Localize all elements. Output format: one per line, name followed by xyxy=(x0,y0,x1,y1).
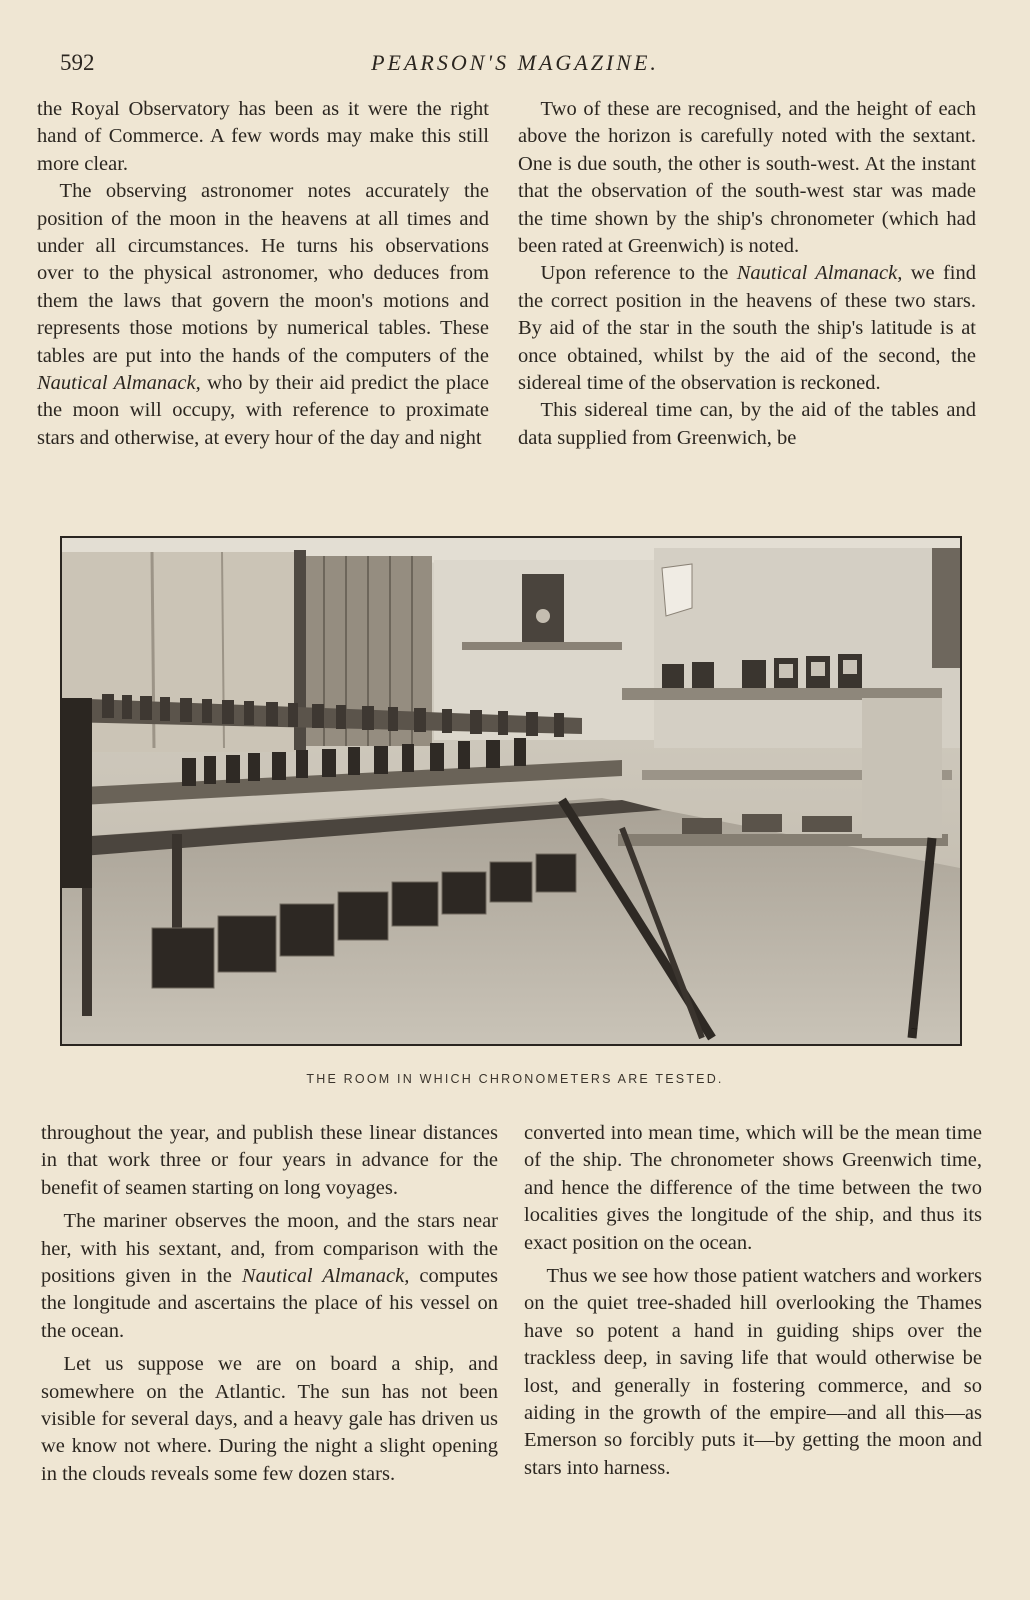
svg-text:~: ~ xyxy=(910,1024,919,1035)
text-run: The observing astronomer notes accurately the position of the moon in the heavens at all times and under all circumstances. He turns his observations over to the physical astronomer, who deduces from them the laws that govern the moon's motions and represents those motions by numerical tables. These tables are put into the hands of the computers of the xyxy=(37,180,489,367)
paragraph xyxy=(518,260,976,397)
figure-caption: THE ROOM IN WHICH CHRONOMETERS ARE TESTED. xyxy=(306,1072,724,1086)
paragraph: throughout the year, and publish these linear distances in that work three or four years in advance for the benefit of seamen starting on long voyages. xyxy=(41,1122,498,1199)
paragraph: the Royal Observatory has been as it were the right hand of Commerce. A few words may make this still more clear. xyxy=(37,98,489,175)
paragraph xyxy=(37,178,489,452)
top-right-column xyxy=(518,96,976,452)
text-run: Upon reference to the xyxy=(540,262,737,285)
photo-illustration xyxy=(62,538,960,1044)
page-number: 592 xyxy=(60,50,95,75)
bottom-right-column xyxy=(524,1120,982,1482)
running-head: PEARSON'S MAGAZINE. xyxy=(371,50,659,75)
paragraph: Two of these are recognised, and the height of each above the horizon is carefully noted with the sextant. One is due south, the other is south-west. At the instant that the observation of the south-west star was made the time shown by the ship's chronometer (which had been rated at Greenwich) is noted. xyxy=(518,98,976,258)
italic-title: Nautical Almanack, xyxy=(37,372,201,395)
italic-title: Nautical Almanack, xyxy=(736,262,903,285)
text-run: who by their aid predict the place the moon will occupy, with reference to proximate stars and otherwise, at every hour of the day and night xyxy=(37,372,489,449)
chronometer-room-photo xyxy=(60,536,962,1046)
page-header xyxy=(0,50,1030,84)
text-run: computes the longitude and ascertains the place of his vessel on the ocean. xyxy=(41,1265,498,1342)
italic-title: Nautical Almanack, xyxy=(241,1265,410,1288)
text-run: we find the correct position in the heavens of these two stars. By aid of the star in the south the ship's latitude is at once obtained, whilst by the aid of the second, the sidereal time of the observation is reckoned. xyxy=(518,262,976,395)
bottom-left-column xyxy=(41,1120,498,1488)
paragraph: converted into mean time, which will be the mean time of the ship. The chronometer shows Greenwich time, and hence the difference of the time between the two localities gives the longitude of the ship, and thus its exact position on the ocean. xyxy=(524,1122,982,1254)
paragraph: Thus we see how those patient watchers and workers on the quiet tree-shaded hill overlooking the Thames have so potent a hand in guiding ships over the trackless deep, in saving life that would otherwise be lost, and generally in fostering commerce, and so aiding in the growth of the empire—and all this—as Emerson so forcibly puts it—by getting the moon and stars into harness. xyxy=(524,1265,982,1479)
top-left-column xyxy=(37,96,489,452)
paragraph xyxy=(41,1208,498,1345)
paragraph: Let us suppose we are on board a ship, and somewhere on the Atlantic. The sun has not been visible for several days, and a heavy gale has driven us we know not where. During the night a slight opening in the clouds reveals some few dozen stars. xyxy=(41,1353,498,1485)
paragraph: This sidereal time can, by the aid of the tables and data supplied from Greenwich, be xyxy=(518,399,976,449)
text-run: The mariner observes the moon, and the stars near her, with his sextant, and, from comparison with the positions given in the xyxy=(41,1210,498,1288)
